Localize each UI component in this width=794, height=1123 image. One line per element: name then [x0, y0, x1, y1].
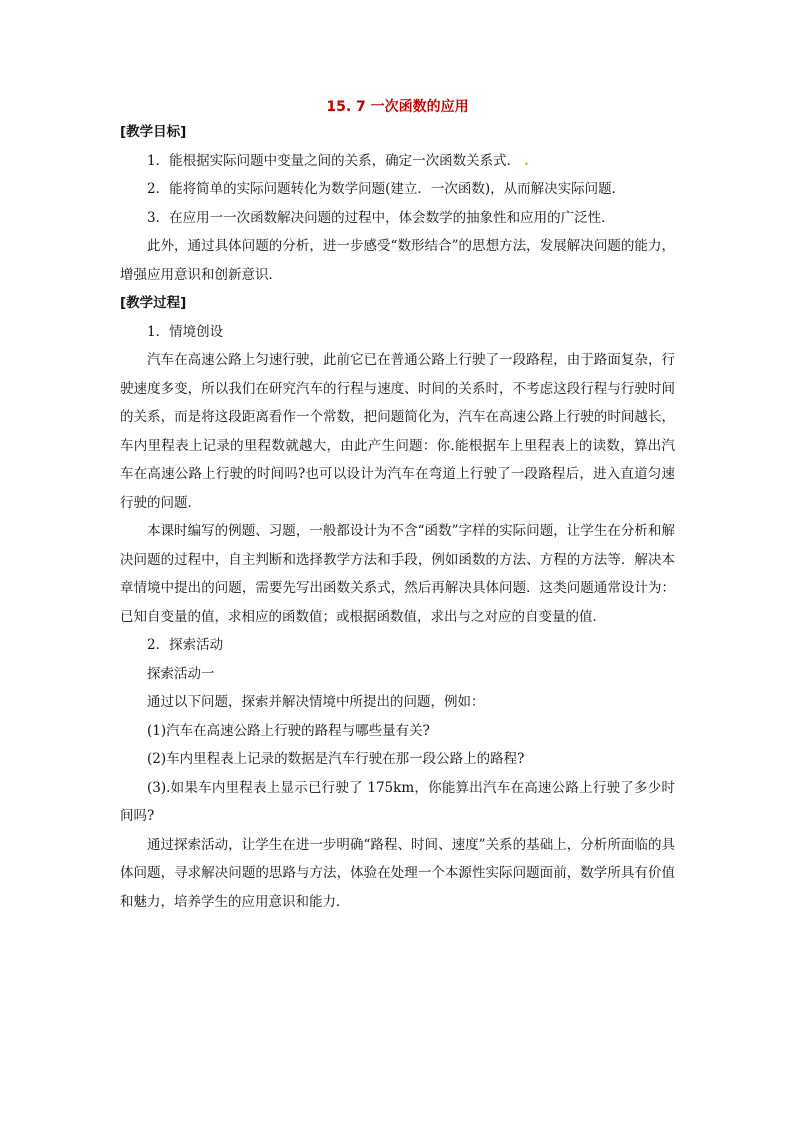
scenario-paragraph-1: 汽车在高速公路上匀速行驶，此前它已在普通公路上行驶了一段路程，由于路面复杂，行驶速度多变，所以我们在研究汽车的行程与速度、时间的关系时，不考虑这段行程与行驶时间的关系，而是将这段距离看作一个常数，把问题简化为，汽车在高速公路上行驶的时间越长，车内里程表上记录的里程数就越大，由此产生问题：你.能根据车上里程表上的读数，算出汽车在高速公路上行驶的时间吗?也可以设计为汽车在弯道上行驶了一段路程后，进入直道匀速行驶的问题．	[120, 352, 675, 511]
subsection-title-scenario: 1．情境创设	[147, 323, 224, 340]
activity-intro: 通过以下问题，探索并解决情境中所提出的问题，例如：	[147, 694, 485, 710]
question-3: (3).如果车内里程表上显示已行驶了 175km，你能算出汽车在高速公路上行驶了多少时间吗?	[120, 779, 675, 824]
highlight-dot-icon: .	[524, 152, 529, 169]
document-title: 15. 7 一次函数的应用	[326, 99, 469, 115]
question-1: (1)汽车在高速公路上行驶的路程与哪些量有关?	[147, 722, 430, 739]
subsection-title-exploration: 2．探索活动	[147, 637, 224, 653]
question-2: (2)车内里程表上记录的数据是汽车行驶在那一段公路上的路程?	[147, 751, 525, 767]
objective-item-2: 2．能将简单的实际问题转化为数学问题(建立．一次函数)，从而解决实际问题．	[147, 181, 626, 197]
process-heading: [教学过程]	[120, 295, 187, 311]
activity-title: 探索活动一	[147, 665, 215, 682]
objectives-extra-paragraph: 此外，通过具体问题的分析，进一步感受“数形结合”的思想方法，发展解决问题的能力，增强应用意识和创新意识．	[120, 238, 675, 283]
scenario-paragraph-2: 本课时编写的例题、习题，一般都设计为不含“函数”字样的实际问题，让学生在分析和解决问题的过程中，自主判断和选择教学方法和手段，例如函数的方法、方程的方法等．解决本章情境中提出的问题，需要先写出函数关系式，然后再解决具体问题．这类问题通常设计为：已知自变量的值，求相应的函数值；或根据函数值，求出与之对应的自变量的值．	[120, 523, 675, 625]
objective-item-3: 3．在应用一一次函数解决问题的过程中，体会数学的抽象性和应用的广泛性．	[147, 209, 615, 226]
objective-item-1	[120, 147, 675, 176]
objectives-heading: [教学目标]	[120, 124, 187, 140]
objective-item-1-text: 1．能根据实际问题中变量之间的关系，确定一次函数关系式．	[147, 152, 521, 169]
conclusion-paragraph: 通过探索活动，让学生在进一步明确“路程、时间、速度”关系的基础上，分析所面临的具体问题，寻求解决问题的思路与方法，体验在处理一个本源性实际问题面前，数学所具有价值和魅力，培养学生的应用意识和能力．	[120, 836, 675, 910]
document-content	[120, 96, 675, 916]
